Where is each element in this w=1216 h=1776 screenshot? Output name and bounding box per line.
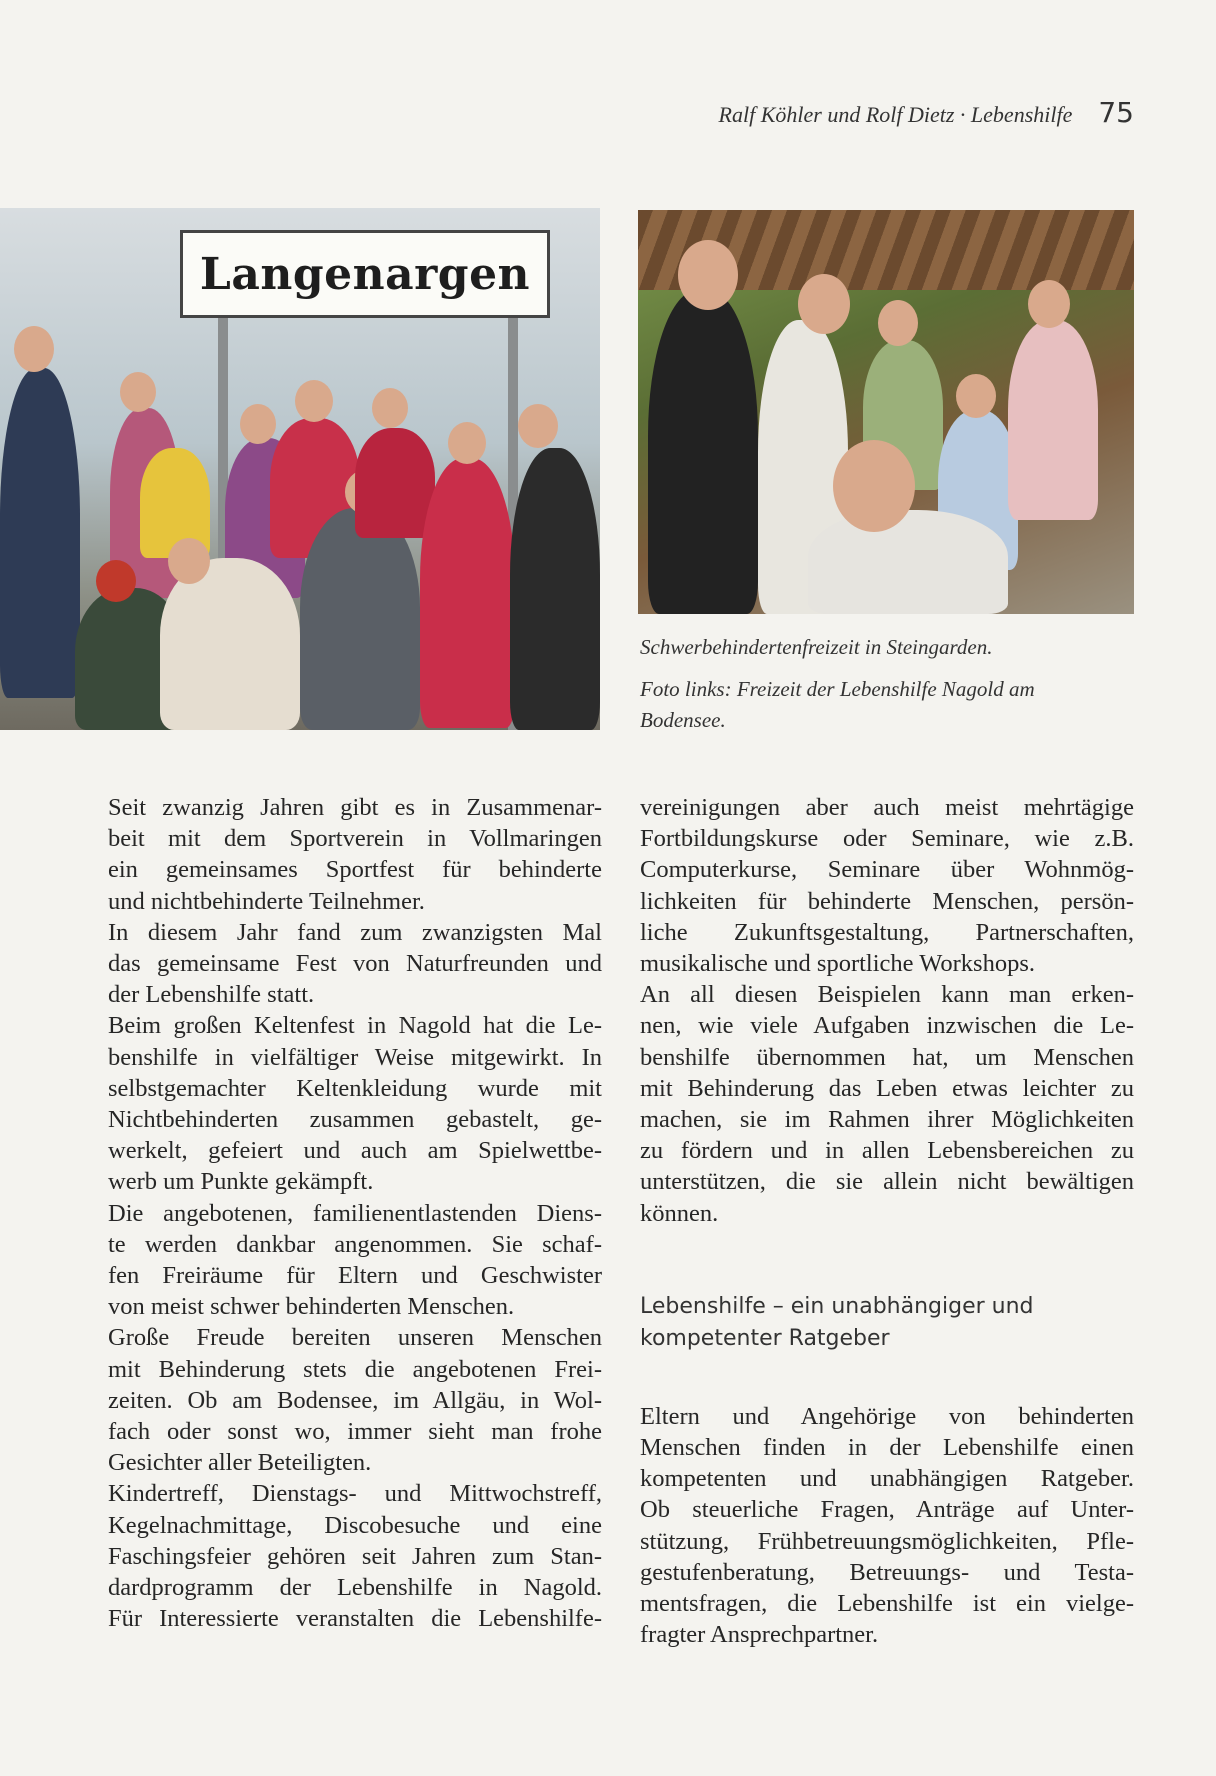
running-header [640, 96, 1134, 129]
text-line: Faschingsfeier gehören seit Jahren zum Stan- [108, 1542, 602, 1570]
person-head [956, 374, 996, 418]
running-header-authors: Ralf Köhler und Rolf Dietz · Lebenshilfe [718, 102, 1073, 127]
text-line: benshilfe in vielfältiger Weise mitgewirkt. In [108, 1043, 602, 1071]
text-line: machen, sie im Rahmen ihrer Möglichkeiten [640, 1106, 1134, 1134]
text-line: können. [640, 1199, 719, 1227]
person [355, 428, 435, 538]
text-line: Menschen finden in der Lebenshilfe einen [640, 1434, 1134, 1462]
text-line: dardprogramm der Lebenshilfe in Nagold. [108, 1574, 602, 1602]
text-line: zeiten. Ob am Bodensee, im Allgäu, in Wol- [108, 1386, 602, 1414]
text-column-right [640, 792, 1134, 1650]
text-line: gestufenberatung, Betreuungs- und Testa- [640, 1558, 1134, 1586]
text-line: Nichtbehinderten zusammen gebastelt, ge- [108, 1106, 602, 1134]
person [420, 458, 515, 728]
section-heading-line2: kompetenter Ratgeber [640, 1325, 890, 1351]
text-line: werb um Punkte gekämpft. [108, 1168, 374, 1196]
text-line: und nichtbehinderte Teilnehmer. [108, 887, 425, 915]
text-line: Gesichter aller Beteiligten. [108, 1449, 372, 1477]
person-head [96, 560, 136, 602]
text-line: mentsfragen, die Lebenshilfe ist ein vielge- [640, 1590, 1134, 1618]
person-head [518, 404, 558, 448]
text-line: werkelt, gefeiert und auch am Spielwettbe- [108, 1137, 602, 1165]
photo-langenargen-group [0, 208, 600, 730]
text-column-left [108, 792, 602, 1634]
text-line: das gemeinsame Fest von Naturfreunden und [108, 950, 602, 978]
caption-right-photo: Schwerbehindertenfreizeit in Steingarden. [640, 635, 993, 659]
person-head [878, 300, 918, 346]
page-number: 75 [1098, 96, 1134, 129]
person-head [295, 380, 333, 422]
section-heading [640, 1291, 1134, 1355]
text-line: kompetenten und unabhängigen Ratgeber. [640, 1465, 1134, 1493]
text-line: mit Behinderung stets die angebotenen Frei- [108, 1355, 602, 1383]
text-line: In diesem Jahr fand zum zwanzigsten Mal [108, 918, 602, 946]
town-sign-text: Langenargen [199, 248, 531, 300]
text-line: Kindertreff, Dienstags- und Mittwochstreff, [108, 1480, 602, 1508]
text-line: zu fördern und in allen Lebensbereichen zu [640, 1137, 1134, 1165]
text-line: lichkeiten für behinderte Menschen, persön- [640, 887, 1134, 915]
person [510, 448, 600, 730]
text-line: te werden dankbar angenommen. Sie schaf- [108, 1230, 602, 1258]
text-line: fragter Ansprechpartner. [640, 1621, 879, 1649]
person-head [240, 404, 276, 444]
text-line: der Lebenshilfe statt. [108, 981, 315, 1009]
text-column-right-top [640, 792, 1134, 1229]
caption-left-photo-line2: Bodensee. [640, 708, 726, 732]
text-line: Kegelnachmittage, Discobesuche und eine [108, 1511, 602, 1539]
text-line: mit Behinderung das Leben etwas leichter zu [640, 1074, 1134, 1102]
photo-steingarden-group [638, 210, 1134, 614]
text-line: nen, wie viele Aufgaben inzwischen die Le- [640, 1012, 1134, 1040]
person-head [448, 422, 486, 464]
person [648, 290, 758, 614]
section-heading-line1: Lebenshilfe – ein unabhängiger und [640, 1293, 1034, 1319]
person-head [372, 388, 408, 428]
caption-left-photo-line1: Foto links: Freizeit der Lebenshilfe Nagold am [640, 677, 1035, 701]
person-head [168, 538, 210, 584]
text-line: musikalische und sportliche Workshops. [640, 950, 1035, 978]
text-line: fach oder sonst wo, immer sieht man frohe [108, 1418, 602, 1446]
text-line: unterstützen, die sie allein nicht bewältigen [640, 1168, 1134, 1196]
text-line: Beim großen Keltenfest in Nagold hat die Le- [108, 1012, 602, 1040]
text-line: An all diesen Beispielen kann man erken- [640, 981, 1134, 1009]
text-line: Fortbildungskurse oder Seminare, wie z.B. [640, 825, 1134, 853]
person-head [678, 240, 738, 310]
person-head [120, 372, 156, 412]
text-line: Seit zwanzig Jahren gibt es in Zusammenar- [108, 794, 602, 821]
person-head [1028, 280, 1070, 328]
text-line: von meist schwer behinderten Menschen. [108, 1293, 515, 1321]
person [300, 508, 420, 730]
text-line: Für Interessierte veranstalten die Lebenshilfe- [108, 1605, 602, 1633]
text-line: benshilfe übernommen hat, um Menschen [640, 1043, 1134, 1071]
text-column-right-bottom [640, 1401, 1134, 1651]
text-line: stützung, Frühbetreuungsmöglichkeiten, Pfle- [640, 1527, 1134, 1555]
text-line: Computerkurse, Seminare über Wohnmög- [640, 856, 1134, 884]
text-line: fen Freiräume für Eltern und Geschwister [108, 1262, 602, 1290]
person [808, 510, 1008, 614]
person [0, 368, 80, 698]
town-sign [180, 230, 550, 318]
text-line: beit mit dem Sportverein in Vollmaringen [108, 825, 602, 853]
text-line: Ob steuerliche Fragen, Anträge auf Unter- [640, 1496, 1134, 1524]
person [1008, 320, 1098, 520]
text-line: ein gemeinsames Sportfest für behinderte [108, 856, 602, 884]
person [160, 558, 300, 730]
text-line: liche Zukunftsgestaltung, Partnerschaften, [640, 918, 1134, 946]
person-head [833, 440, 915, 532]
person-head [14, 326, 54, 372]
text-line: Eltern und Angehörige von behinderten [640, 1402, 1134, 1430]
text-line: Die angebotenen, familienentlastenden Diens- [108, 1199, 602, 1227]
person-head [798, 274, 850, 334]
text-line: selbstgemachter Keltenkleidung wurde mit [108, 1074, 602, 1102]
text-line: vereinigungen aber auch meist mehrtägige [640, 794, 1134, 821]
text-line: Große Freude bereiten unseren Menschen [108, 1324, 602, 1352]
